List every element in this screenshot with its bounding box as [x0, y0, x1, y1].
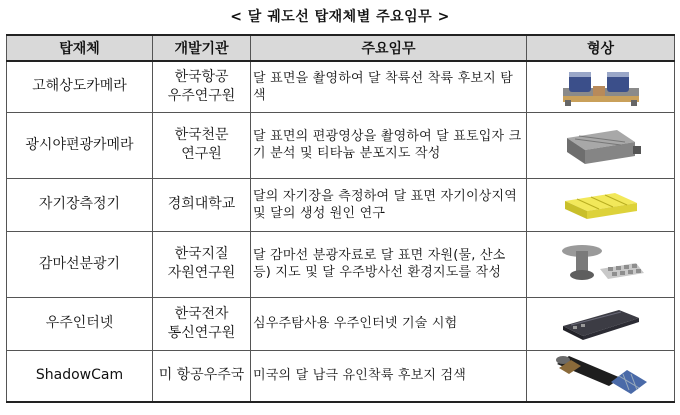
payload-name: 자기장측정기 [7, 178, 153, 231]
payload-name: 광시야편광카메라 [7, 112, 153, 178]
mission-text: 달 표면의 편광영상을 촬영하여 달 표토입자 크기 분석 및 티타늄 분포지도 작성 [251, 112, 527, 178]
table-row [7, 178, 675, 231]
table-row [7, 231, 675, 297]
mission-text: 달의 자기장을 측정하여 달 표면 자기이상지역 및 달의 생성 원인 연구 [251, 178, 527, 231]
page-title: < 달 궤도선 탑재체별 주요임무 > [230, 9, 450, 25]
high-resolution-camera-image [527, 61, 675, 112]
mission-text: 미국의 달 남극 유인착륙 후보지 검색 [251, 350, 527, 402]
gamma-ray-spectrometer-image [527, 231, 675, 297]
payload-name: 우주인터넷 [7, 297, 153, 350]
agency-name: 미 항공우주국 [153, 350, 251, 402]
agency-name: 한국전자 통신연구원 [153, 297, 251, 350]
payload-name: 고해상도카메라 [7, 61, 153, 112]
header-payload: 탑재체 [7, 35, 153, 61]
mission-text: 심우주탐사용 우주인터넷 기술 시험 [251, 297, 527, 350]
space-internet-image [527, 297, 675, 350]
payload-name: 감마선분광기 [7, 231, 153, 297]
table-row [7, 350, 675, 402]
header-agency: 개발기관 [153, 35, 251, 61]
payload-table [6, 34, 675, 403]
agency-name: 경희대학교 [153, 178, 251, 231]
wide-field-polarimetric-camera-image [527, 112, 675, 178]
agency-name: 한국지질 자원연구원 [153, 231, 251, 297]
mission-text: 달 감마선 분광자료로 달 표면 자원(물, 산소 등) 지도 및 달 우주방사선 환경지도를 작성 [251, 231, 527, 297]
mission-text: 달 표면을 촬영하여 달 착륙선 착륙 후보지 탐색 [251, 61, 527, 112]
agency-name: 한국천문 연구원 [153, 112, 251, 178]
header-shape: 형상 [527, 35, 675, 61]
header-mission: 주요임무 [251, 35, 527, 61]
payload-name: ShadowCam [7, 350, 153, 402]
table-header-row [7, 35, 675, 61]
table-row [7, 61, 675, 112]
shadowcam-image [527, 350, 675, 402]
agency-name: 한국항공 우주연구원 [153, 61, 251, 112]
table-row [7, 297, 675, 350]
magnetometer-image [527, 178, 675, 231]
table-row [7, 112, 675, 178]
